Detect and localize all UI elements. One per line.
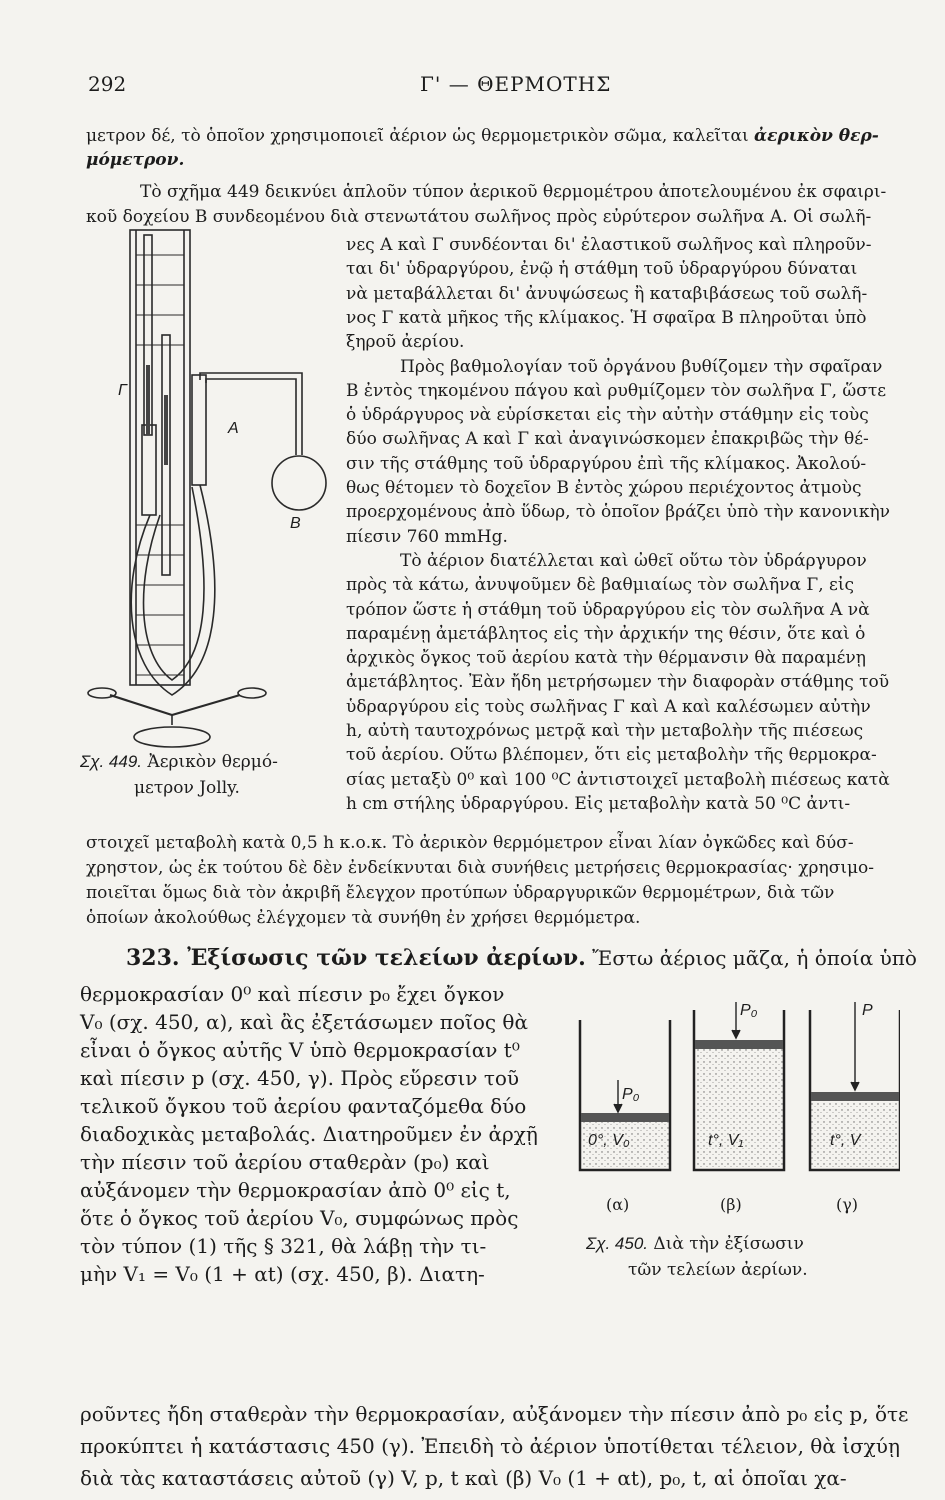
figure-449-caption: Σχ. 449. Ἀερικὸν θερμό- xyxy=(80,752,278,772)
text-line: ξηροῦ ἀερίου. xyxy=(346,332,465,353)
fig450-label-p0-a: P₀ xyxy=(622,1086,640,1103)
text-line: νὰ μεταβάλλεται δι' ἀνυψώσεως ἢ καταβιβάσεως τοῦ σωλῆ- xyxy=(346,283,868,304)
fig450-state-b: t°, V₁ xyxy=(708,1132,744,1149)
page-number: 292 xyxy=(88,72,127,96)
text-line: σιν τῆς στάθμης τοῦ ὑδραργύρου ἐπὶ τῆς κλίμακος. Ἀκολού- xyxy=(346,453,867,474)
text-line: διὰ τὰς καταστάσεις αὐτοῦ (γ) V, p, t καὶ (β) V₀ (1 + αt), p₀, t, αἱ ὁποῖαι χα- xyxy=(80,1466,847,1490)
text-line: θερμοκρασίαν 0⁰ καὶ πίεσιν p₀ ἔχει ὄγκον xyxy=(80,982,505,1006)
label-alpha: Α xyxy=(228,420,239,437)
text-line: παραμένῃ ἀμετάβλητος εἰς τὴν ἀρχικήν της θέσιν, ὅτε καὶ ὁ xyxy=(346,623,866,644)
text-line: τελικοῦ ὄγκου τοῦ ἀερίου φανταζόμεθα δύο xyxy=(80,1094,527,1118)
fig450-sub-b: (β) xyxy=(720,1195,742,1214)
text-line: πρὸς τὰ κάτω, ἀνυψοῦμεν δὲ βαθμιαίως τὸν σωλῆνα Γ, εἰς xyxy=(346,575,855,596)
text-line: ἀμετάβλητος. Ἐὰν ἤδη μετρήσωμεν τὴν διαφορὰν στάθμης τοῦ xyxy=(346,672,890,693)
text-line: μετρον δέ, τὸ ὁποῖον χρησιμοποιεῖ ἀέριον ὡς θερμομετρικὸν σῶμα, καλεῖται ἀερικὸν θερ- xyxy=(86,126,879,146)
text-line: νος Γ κατὰ μῆκος τῆς κλίμακος. Ἡ σφαῖρα Β πληροῦται ὑπὸ xyxy=(346,307,867,328)
text-line: τρόπον ὥστε ἡ στάθμη τοῦ ὑδραργύρου εἰς τὸν σωλῆνα Α νὰ xyxy=(346,599,870,620)
text-line: Πρὸς βαθμολογίαν τοῦ ὀργάνου βυθίζομεν τὴν σφαῖραν xyxy=(400,356,883,377)
figure-449-jolly-thermometer xyxy=(80,225,330,785)
text-line: κοῦ δοχείου Β συνδεομένου διὰ στενωτάτου σωλῆνος πρὸς εὐρύτερον σωλῆνα Α. Οἱ σωλῆ- xyxy=(86,207,872,227)
section-heading: 323. Ἐξίσωσις τῶν τελείων ἀερίων. xyxy=(126,945,586,971)
text-line: Τὸ ἀέριον διατέλλεται καὶ ὠθεῖ οὕτω τὸν ὑδράργυρον xyxy=(400,550,867,571)
running-header: Γ' — ΘΕΡΜΟΤΗΣ xyxy=(420,72,612,96)
text-line: καὶ πίεσιν p (σχ. 450, γ). Πρὸς εὕρεσιν τοῦ xyxy=(80,1066,520,1090)
text-line: ὁ ὑδράργυρος νὰ εὑρίσκεται εἰς τὴν αὐτὴν στάθμην εἰς τοὺς xyxy=(346,405,869,426)
label-gamma: Γ xyxy=(118,382,128,399)
text-line: ποιεῖται ὅμως διὰ τὸν ἀκριβῆ ἔλεγχον προτύπων ὑδραργυρικῶν θερμομέτρων, διὰ τῶν xyxy=(86,883,835,903)
text-line: δύο σωλῆνας Α καὶ Γ καὶ ἀναγινώσκομεν ἐπακριβῶς τὴν θέ- xyxy=(346,429,869,450)
fig450-sub-a: (α) xyxy=(606,1195,630,1214)
term-bold: ἀερικὸν θερ- xyxy=(754,126,879,146)
text-line: σίας μεταξὺ 0⁰ καὶ 100 ⁰C ἀντιστοιχεῖ μεταβολὴ πιέσεως κατὰ xyxy=(346,769,890,790)
figure-450-caption-cont: τῶν τελείων ἀερίων. xyxy=(628,1260,808,1280)
text-line: ροῦντες ἤδη σταθερὰν τὴν θερμοκρασίαν, αὐξάνομεν τὴν πίεσιν ἀπὸ p₀ εἰς p, ὅτε xyxy=(80,1402,909,1426)
fig450-sub-c: (γ) xyxy=(836,1195,859,1214)
text-line: στοιχεῖ μεταβολὴ κατὰ 0,5 h κ.ο.κ. Τὸ ἀερικὸν θερμόμετρον εἶναι λίαν ὀγκῶδες καὶ δύσ- xyxy=(86,833,854,853)
text-line: ται δι' ὑδραργύρου, ἐνῷ ἡ στάθμη τοῦ ὑδραργύρου δύναται xyxy=(346,259,858,280)
fig450-label-p0-b: P₀ xyxy=(740,1002,758,1019)
text-line: Β ἐντὸς τηκομένου πάγου καὶ ρυθμίζομεν τὸν σωλῆνα Γ, ὥστε xyxy=(346,380,887,401)
text-line: h, αὐτὴ ταυτοχρόνως μετρᾷ καὶ τὴν μεταβολὴν τῆς πιέσεως xyxy=(346,721,864,741)
text-line: προερχομένους ἀπὸ ὕδωρ, τὸ ὁποῖον βράζει ὑπὸ τὴν κανονικὴν xyxy=(346,502,890,523)
text-line: Τὸ σχῆμα 449 δεικνύει ἁπλοῦν τύπον ἀερικοῦ θερμομέτρου ἀποτελουμένου ἐκ σφαιρι- xyxy=(140,182,887,202)
text-line: προκύπτει ἡ κατάστασις 450 (γ). Ἐπειδὴ τὸ ἀέριον ὑποτίθεται τέλειον, θὰ ἰσχύῃ xyxy=(80,1434,900,1458)
text-line: V₀ (σχ. 450, α), καὶ ἂς ἐξετάσωμεν ποῖος θὰ xyxy=(80,1010,528,1034)
fig450-state-c: t°, V xyxy=(830,1132,861,1149)
text-line: ἀρχικὸς ὄγκος τοῦ ἀερίου κατὰ τὴν θέρμανσιν θὰ παραμένῃ xyxy=(346,648,866,669)
text-line: τοῦ ἀερίου. Οὕτω βλέπομεν, ὅτι εἰς μεταβολὴν τῆς θερμοκρα- xyxy=(346,745,877,766)
text-line: νες Α καὶ Γ συνδέονται δι' ἐλαστικοῦ σωλῆνος καὶ πληροῦν- xyxy=(346,235,872,255)
text-line: ὅτε ὁ ὄγκος τοῦ ἀερίου V₀, συμφώνως πρὸς xyxy=(80,1206,519,1230)
figure-450-caption: Σχ. 450. Διὰ τὴν ἐξίσωσιν xyxy=(586,1234,804,1254)
fig450-label-p-c: P xyxy=(862,1002,873,1019)
figure-449-caption-cont: μετρον Jolly. xyxy=(134,778,240,798)
term-bold-continued: μόμετρον. xyxy=(86,150,185,170)
text-line: αὐξάνομεν τὴν θερμοκρασίαν ἀπὸ 0⁰ εἰς t, xyxy=(80,1178,511,1202)
text-line: τὸν τύπον (1) τῆς § 321, θὰ λάβῃ τὴν τι- xyxy=(80,1234,487,1258)
label-beta: Β xyxy=(290,515,301,532)
section-heading-line: 323. Ἐξίσωσις τῶν τελείων ἀερίων. Ἔστω ἀέριος μᾶζα, ἡ ὁποία ὑπὸ xyxy=(126,945,917,971)
text-line: ὑδραργύρου εἰς τοὺς σωλῆνας Γ καὶ Α καὶ καλέσωμεν αὐτὴν xyxy=(346,696,871,717)
text-line: πίεσιν 760 mmHg. xyxy=(346,526,508,547)
fig450-state-a: 0°, V₀ xyxy=(588,1132,630,1149)
text-line: διαδοχικὰς μεταβολάς. Διατηροῦμεν ἐν ἀρχῇ xyxy=(80,1122,538,1146)
text-line: χρηστον, ὡς ἐκ τούτου δὲ δὲν ἐνδείκνυται διὰ συνήθεις μετρήσεις θερμοκρασίας· χρησιμο- xyxy=(86,858,875,878)
text-line: h cm στήλης ὑδραργύρου. Εἰς μεταβολὴν κατὰ 50 ⁰C ἀντι- xyxy=(346,793,851,814)
text-line: τὴν πίεσιν τοῦ ἀερίου σταθερὰν (p₀) καὶ xyxy=(80,1150,490,1174)
text-line: θως θέτομεν τὸ δοχεῖον Β ἐντὸς χώρου περιέχοντος ἀτμοὺς xyxy=(346,478,862,498)
figure-450-cylinders xyxy=(570,1000,900,1180)
text-line: εἶναι ὁ ὄγκος αὐτῆς V ὑπὸ θερμοκρασίαν t⁰ xyxy=(80,1038,520,1062)
text-line: ὁποίων ἀκολούθως ἐλέγχομεν τὰ συνήθη ἐν χρήσει θερμόμετρα. xyxy=(86,908,641,928)
text-line: μὴν V₁ = V₀ (1 + αt) (σχ. 450, β). Διατη- xyxy=(80,1262,485,1286)
